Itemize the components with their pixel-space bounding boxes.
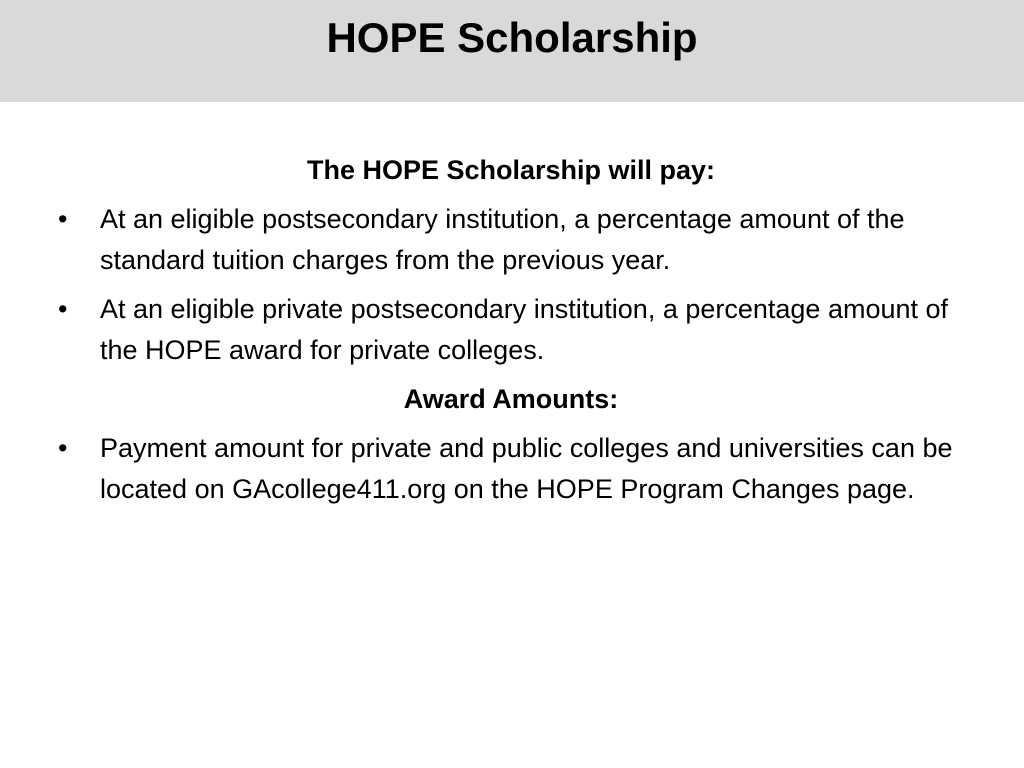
slide-title: HOPE Scholarship — [326, 14, 698, 61]
bullet-item — [56, 289, 966, 371]
bullet-text: Payment amount for private and public colleges and universities can be located on GAcollege411.org on the HOPE Program Changes page. — [100, 433, 953, 504]
bullet-text: At an eligible postsecondary institution, a percentage amount of the standard tuition charges from the previous year. — [100, 204, 905, 275]
bullet-icon: • — [58, 433, 68, 463]
title-bar — [0, 0, 1024, 102]
bullet-item — [56, 428, 966, 510]
bullet-icon: • — [58, 294, 68, 324]
section-heading-award-amounts: Award Amounts: — [403, 384, 619, 414]
slide-content — [56, 150, 966, 518]
section-heading-pay: The HOPE Scholarship will pay: — [306, 155, 716, 185]
bullet-item — [56, 199, 966, 281]
bullet-icon: • — [58, 204, 68, 234]
bullet-text: At an eligible private postsecondary institution, a percentage amount of the HOPE award for private colleges. — [100, 294, 949, 365]
